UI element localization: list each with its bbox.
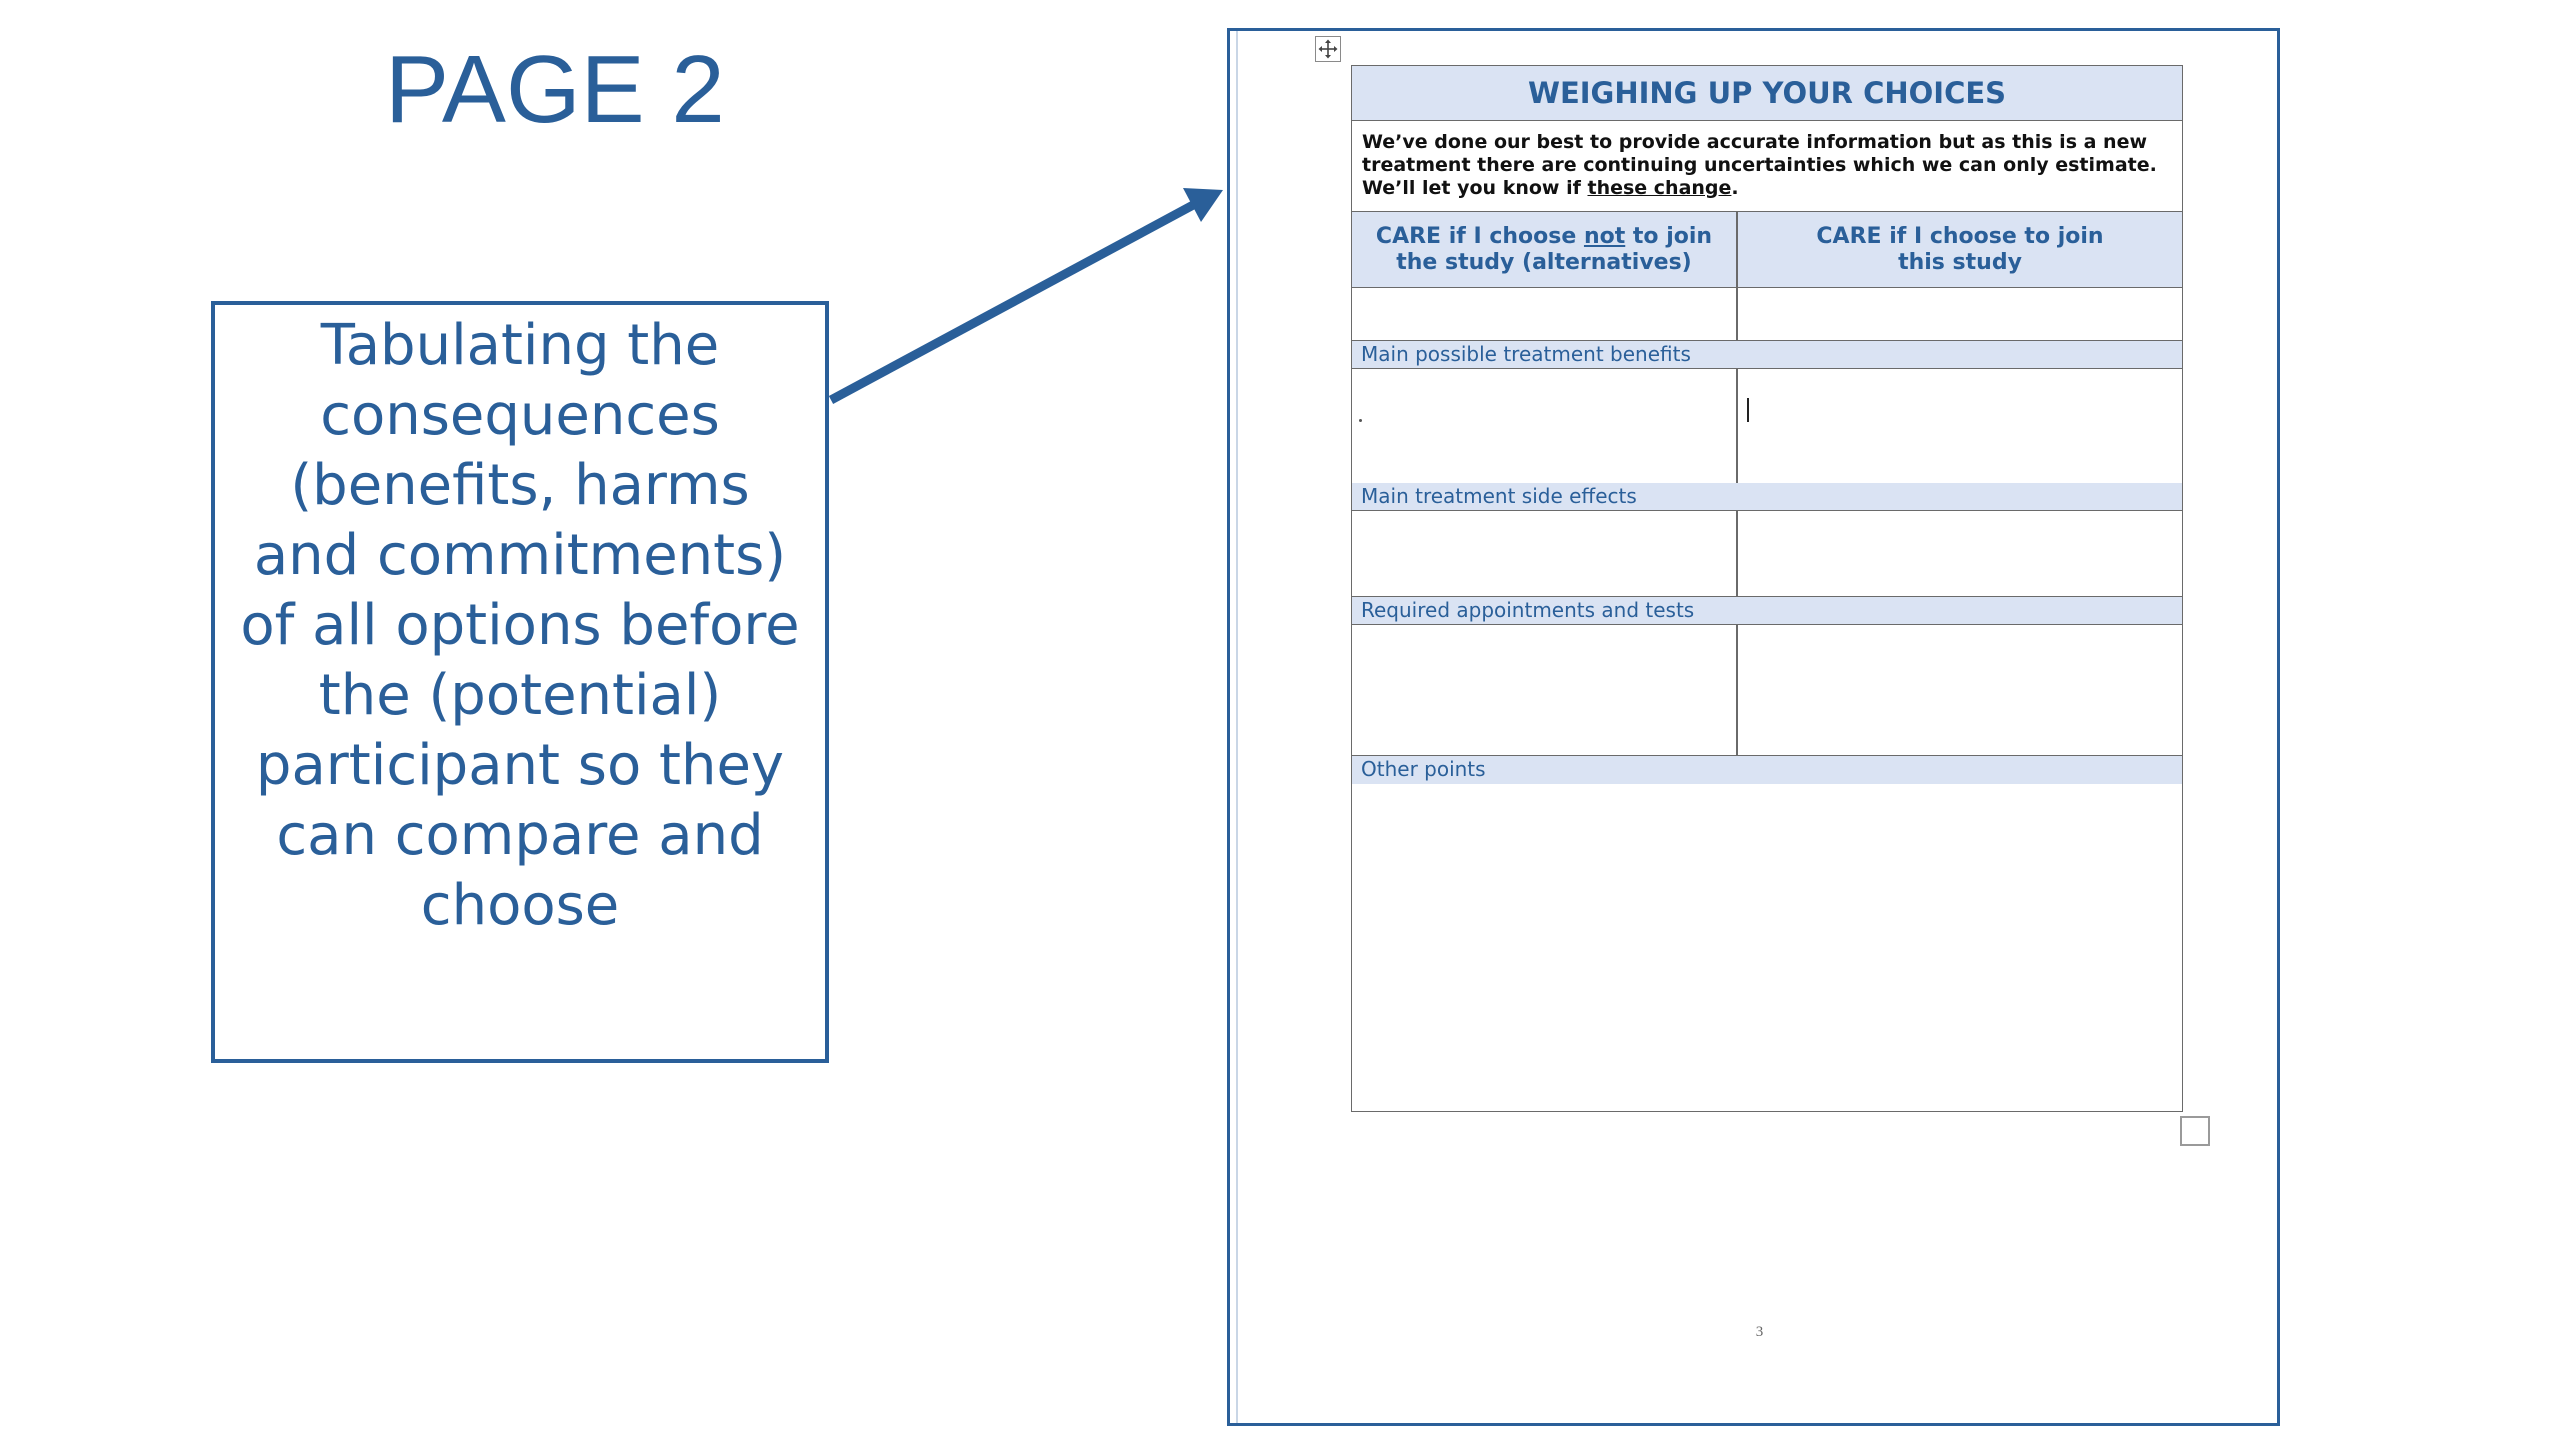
column-divider <box>1736 212 1738 288</box>
section-appointments <box>1352 597 2182 625</box>
resize-square-icon[interactable] <box>2180 1116 2210 1146</box>
column-header-not-join-suffix: to join the study (alternatives) <box>1396 223 1713 275</box>
intro-line-3-suffix: . <box>1731 177 1739 199</box>
intro-paragraph[interactable] <box>1352 121 2182 212</box>
page-edge-line <box>1236 31 1238 1423</box>
move-arrows-icon[interactable] <box>1315 36 1341 62</box>
column-divider <box>1736 288 1738 341</box>
intro-line-3 <box>1362 177 2174 200</box>
table-title-text: WEIGHING UP YOUR CHOICES <box>1527 76 2007 110</box>
table-row-blank[interactable] <box>1352 288 2182 341</box>
table-title <box>1352 66 2182 121</box>
section-side-effects-label: Main treatment side effects <box>1361 484 1637 508</box>
other-points-row[interactable] <box>1352 784 2182 1111</box>
callout-text: Tabulating the consequences (benefits, harms and commitments) of all options before the (potential) participant so they can compare and choose <box>240 313 800 938</box>
slide-title: PAGE 2 <box>385 36 725 143</box>
stray-dot <box>1359 419 1362 422</box>
section-benefits-label: Main possible treatment benefits <box>1361 342 1691 366</box>
intro-line-1: We’ve done our best to provide accurate information but as this is a new <box>1362 131 2148 153</box>
column-header-not-join-text <box>1358 224 1730 276</box>
column-header-not-join <box>1352 212 1736 287</box>
column-header-not-join-prefix: CARE if I choose <box>1375 223 1584 249</box>
section-side-effects <box>1352 483 2182 511</box>
section-benefits <box>1352 341 2182 369</box>
column-divider <box>1736 369 1738 483</box>
benefits-row[interactable] <box>1352 369 2182 483</box>
document-page <box>1227 28 2280 1426</box>
callout-box <box>211 301 829 1063</box>
intro-line-2: treatment there are continuing uncertainties which we can only estimate. <box>1362 154 2157 176</box>
section-other-points <box>1352 756 2182 784</box>
column-header-join-text: CARE if I choose to join this study <box>1816 223 2104 275</box>
text-cursor <box>1747 398 1749 422</box>
section-appointments-label: Required appointments and tests <box>1361 598 1695 622</box>
column-header-not-emphasis: not <box>1583 223 1626 249</box>
intro-underlined-phrase: these change <box>1587 177 1732 199</box>
page-number: 3 <box>1755 1324 1764 1340</box>
column-divider <box>1736 511 1738 597</box>
column-header-row <box>1352 212 2182 288</box>
weighing-choices-table <box>1351 65 2183 1112</box>
intro-line-3-prefix: We’ll let you know if <box>1362 177 1588 199</box>
appointments-row[interactable] <box>1352 625 2182 756</box>
section-other-points-label: Other points <box>1361 757 1486 781</box>
column-header-join <box>1738 212 2182 287</box>
side-effects-row[interactable] <box>1352 511 2182 597</box>
column-divider <box>1736 625 1738 756</box>
